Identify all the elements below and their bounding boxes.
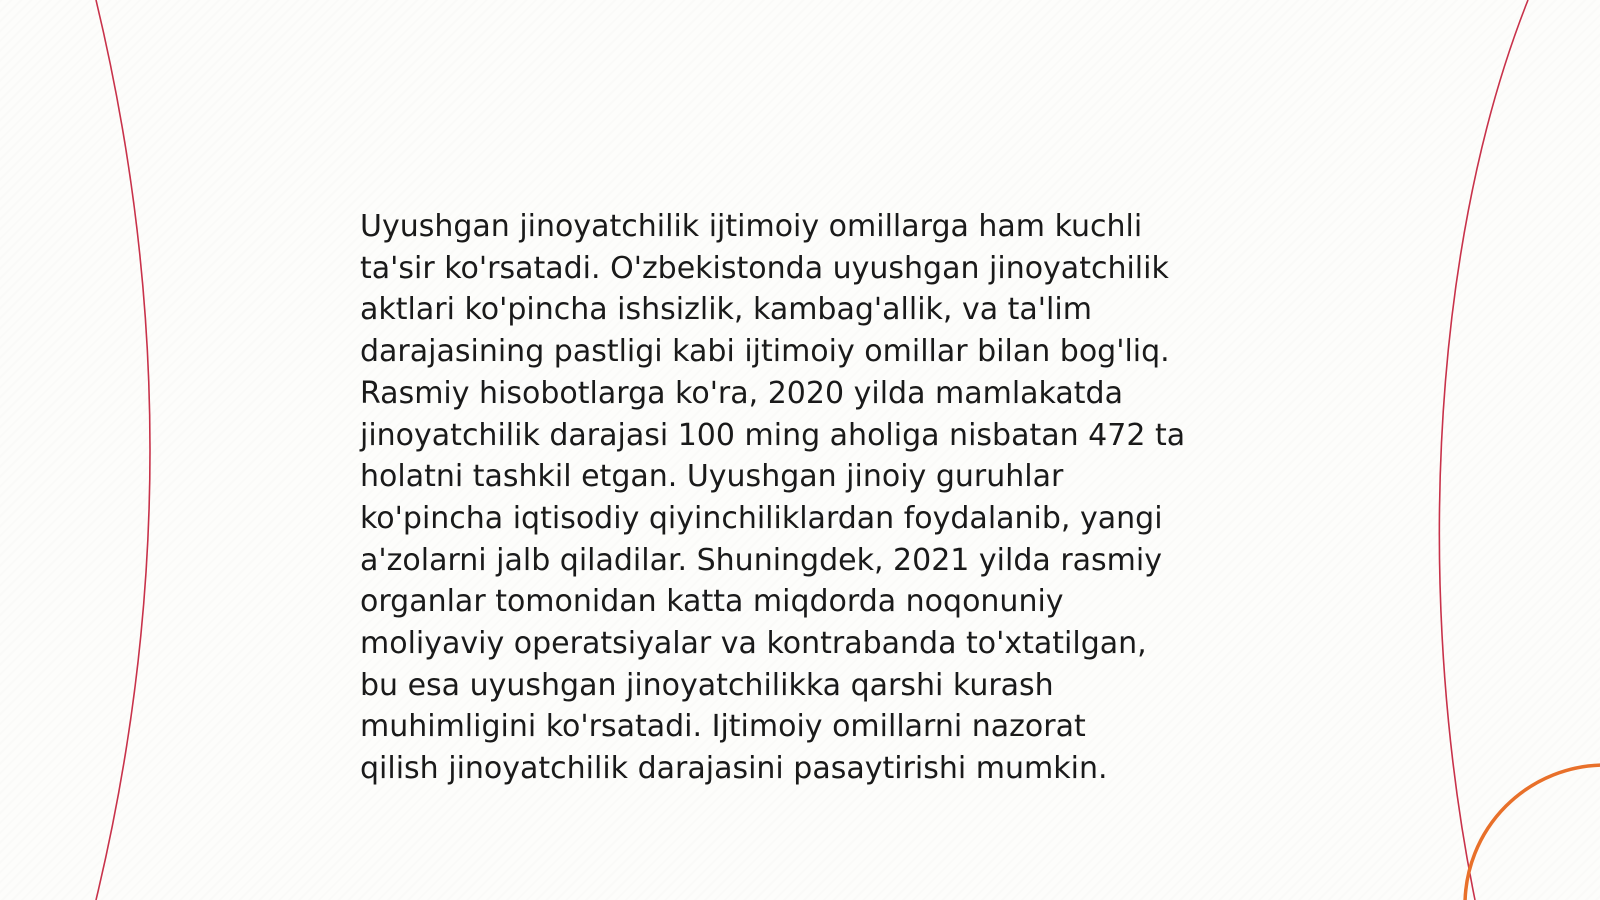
body-paragraph: [360, 206, 1260, 790]
paragraph-line-9: a'zolarni jalb qiladilar. Shuningdek, 2021 yilda rasmiy: [360, 542, 1162, 578]
paragraph-line-3: aktlari ko'pincha ishsizlik, kambag'allik, va ta'lim: [360, 292, 1092, 328]
paragraph-line-13: muhimligini ko'rsatadi. Ijtimoiy omillarni nazorat: [360, 709, 1086, 745]
paragraph-line-6: jinoyatchilik darajasi 100 ming aholiga nisbatan 472 ta: [360, 417, 1186, 453]
paragraph-line-8: ko'pincha iqtisodiy qiyinchiliklardan foydalanib, yangi: [360, 500, 1163, 536]
paragraph-line-5: Rasmiy hisobotlarga ko'ra, 2020 yilda mamlakatda: [360, 375, 1123, 411]
paragraph-line-12: bu esa uyushgan jinoyatchilikka qarshi kurash: [360, 667, 1054, 703]
paragraph-line-14: qilish jinoyatchilik darajasini pasaytirishi mumkin.: [360, 751, 1108, 787]
paragraph-line-11: moliyaviy operatsiyalar va kontrabanda to'xtatilgan,: [360, 626, 1147, 662]
left-curve-line: [96, 0, 150, 900]
orange-accent-arc: [1465, 765, 1600, 900]
right-curve-line: [1439, 0, 1528, 900]
paragraph-line-10: organlar tomonidan katta miqdorda noqonuniy: [360, 584, 1064, 620]
paragraph-line-1: Uyushgan jinoyatchilik ijtimoiy omillarga ham kuchli: [360, 209, 1143, 244]
paragraph-line-2: ta'sir ko'rsatadi. O'zbekistonda uyushgan jinoyatchilik: [360, 250, 1169, 286]
paragraph-line-4: darajasining pastligi kabi ijtimoiy omillar bilan bog'liq.: [360, 334, 1170, 370]
paragraph-line-7: holatni tashkil etgan. Uyushgan jinoiy guruhlar: [360, 459, 1064, 495]
